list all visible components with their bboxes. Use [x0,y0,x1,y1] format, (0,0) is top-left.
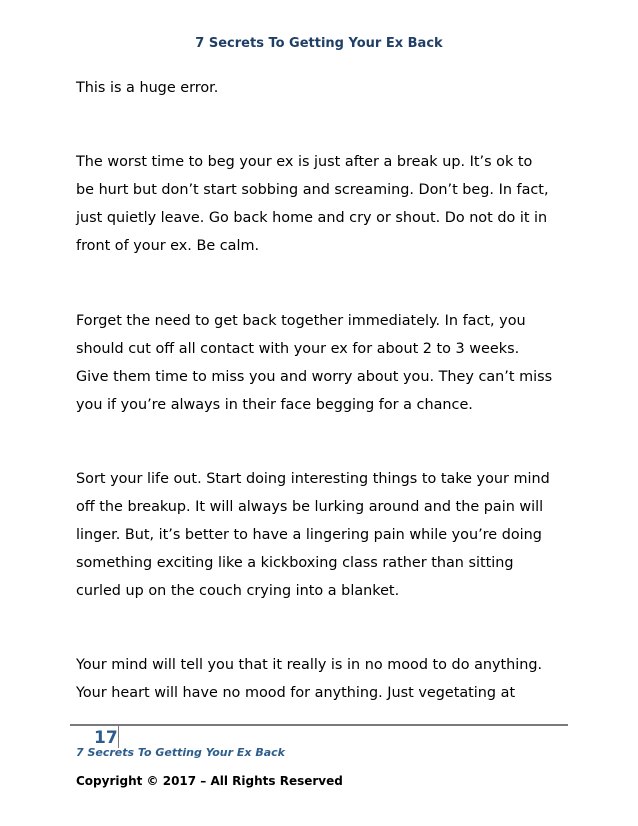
paragraph-1 [76,74,576,102]
paragraph-4 [76,465,576,605]
paragraph-line: curled up on the couch crying into a blanket. [76,583,400,599]
page-number: 17 [94,728,118,748]
paragraph-line: Your heart will have no mood for anything. Just vegetating at [76,685,516,701]
page-number-divider [118,726,119,748]
paragraph-line: The worst time to beg your ex is just after a break up. It’s ok to [76,154,533,170]
paragraph-line: This is a huge error. [76,80,219,96]
paragraph-line: should cut off all contact with your ex for about 2 to 3 weeks. [76,341,520,357]
footer-title: 7 Secrets To Getting Your Ex Back [76,746,285,759]
paragraph-line: Forget the need to get back together immediately. In fact, you [76,313,526,329]
paragraph-line: Sort your life out. Start doing interesting things to take your mind [76,471,550,487]
paragraph-5 [76,651,576,707]
paragraph-line: front of your ex. Be calm. [76,238,260,254]
header-title: 7 Secrets To Getting Your Ex Back [195,36,443,51]
paragraph-3 [76,307,576,419]
paragraph-line: off the breakup. It will always be lurking around and the pain will [76,499,544,515]
paragraph-line: be hurt but don’t start sobbing and screaming. Don’t beg. In fact, [76,182,549,198]
footer-divider [70,724,568,726]
copyright-notice: Copyright © 2017 – All Rights Reserved [76,774,343,788]
paragraph-line: you if you’re always in their face begging for a chance. [76,397,473,413]
paragraph-line: linger. But, it’s better to have a lingering pain while you’re doing [76,527,542,543]
paragraph-line: something exciting like a kickboxing class rather than sitting [76,555,514,571]
paragraph-line: Give them time to miss you and worry about you. They can’t miss [76,369,553,385]
paragraph-2 [76,148,576,260]
paragraph-line: just quietly leave. Go back home and cry or shout. Do not do it in [76,210,548,226]
paragraph-line: Your mind will tell you that it really is in no mood to do anything. [76,657,543,673]
